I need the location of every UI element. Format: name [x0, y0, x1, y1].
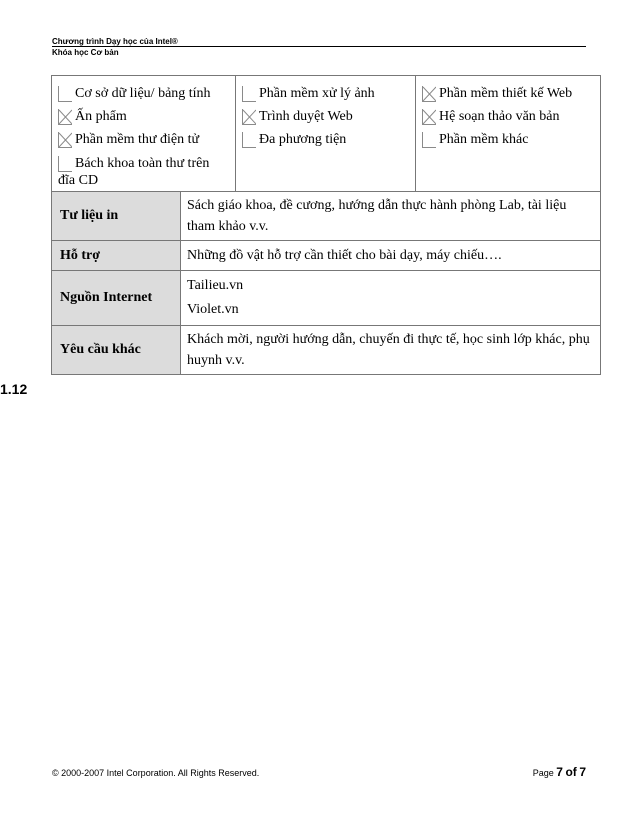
checkbox-email-software[interactable]: Phần mềm thư điện tử: [58, 128, 231, 151]
checkbox-checked-icon: [58, 109, 72, 125]
print-materials-label: Tư liệu in: [52, 192, 181, 241]
checkbox-multimedia[interactable]: Đa phương tiện: [242, 128, 411, 151]
checklist-col-2: [236, 76, 416, 192]
other-requirements-label: Yêu cầu khác: [52, 326, 181, 375]
row-other-requirements: [52, 326, 601, 375]
checkbox-icon: [58, 86, 72, 102]
page-header: [52, 36, 586, 58]
footer-page-number: Page 7 of 7: [532, 765, 586, 779]
checkbox-icon: [58, 156, 72, 172]
checkbox-database-spreadsheet[interactable]: Cơ sở dữ liệu/ bảng tính: [58, 82, 231, 105]
support-value: Những đồ vật hỗ trợ cần thiết cho bài dạy, máy chiếu….: [181, 241, 601, 271]
row-support: [52, 241, 601, 271]
header-program: Chương trình Dạy học của Intel®: [52, 37, 178, 46]
internet-link-violet: Violet.vn: [187, 302, 239, 317]
checkbox-checked-icon: [422, 109, 436, 125]
footer-copyright: © 2000-2007 Intel Corporation. All Rights Reserved.: [52, 768, 260, 778]
resources-table: [51, 75, 601, 375]
checkbox-icon: [242, 86, 256, 102]
support-label: Hỗ trợ: [52, 241, 181, 271]
checklist-col-3: [416, 76, 601, 192]
checklist-col-1: [52, 76, 236, 192]
checkbox-image-software[interactable]: Phần mềm xử lý ảnh: [242, 82, 411, 105]
checkbox-checked-icon: [58, 132, 72, 148]
internet-link-tailieu: Tailieu.vn: [187, 278, 244, 293]
other-requirements-value: Khách mời, người hướng dẫn, chuyến đi thực tế, học sinh lớp khác, phụ huynh v.v.: [181, 326, 601, 375]
checkbox-other-software[interactable]: Phần mềm khác: [422, 128, 596, 151]
checkbox-encyclopedia-cd[interactable]: Bách khoa toàn thư trên đĩa CD: [58, 156, 210, 188]
checkbox-web-browser[interactable]: Trình duyệt Web: [242, 105, 411, 128]
checkbox-icon: [422, 132, 436, 148]
checklist-row: [52, 76, 601, 192]
print-materials-value: Sách giáo khoa, đề cương, hướng dẫn thực hành phòng Lab, tài liệu tham khảo v.v.: [181, 192, 601, 241]
checkbox-web-design-software[interactable]: Phần mềm thiết kế Web: [422, 82, 596, 105]
row-print-materials: [52, 192, 601, 241]
internet-value: [181, 271, 601, 326]
row-internet: [52, 271, 601, 326]
checkbox-checked-icon: [422, 86, 436, 102]
internet-label: Nguồn Internet: [52, 271, 181, 326]
header-rule: [52, 46, 586, 47]
checkbox-word-processor[interactable]: Hệ soạn thảo văn bản: [422, 105, 596, 128]
header-course: Khóa học Cơ bản: [52, 48, 119, 57]
checkbox-icon: [242, 132, 256, 148]
checkbox-encyclopedia-cd-line2: đĩa CD: [58, 173, 99, 188]
checkbox-checked-icon: [242, 109, 256, 125]
checkbox-publications[interactable]: Ấn phẩm: [58, 105, 231, 128]
section-number: 1.12: [0, 381, 28, 397]
